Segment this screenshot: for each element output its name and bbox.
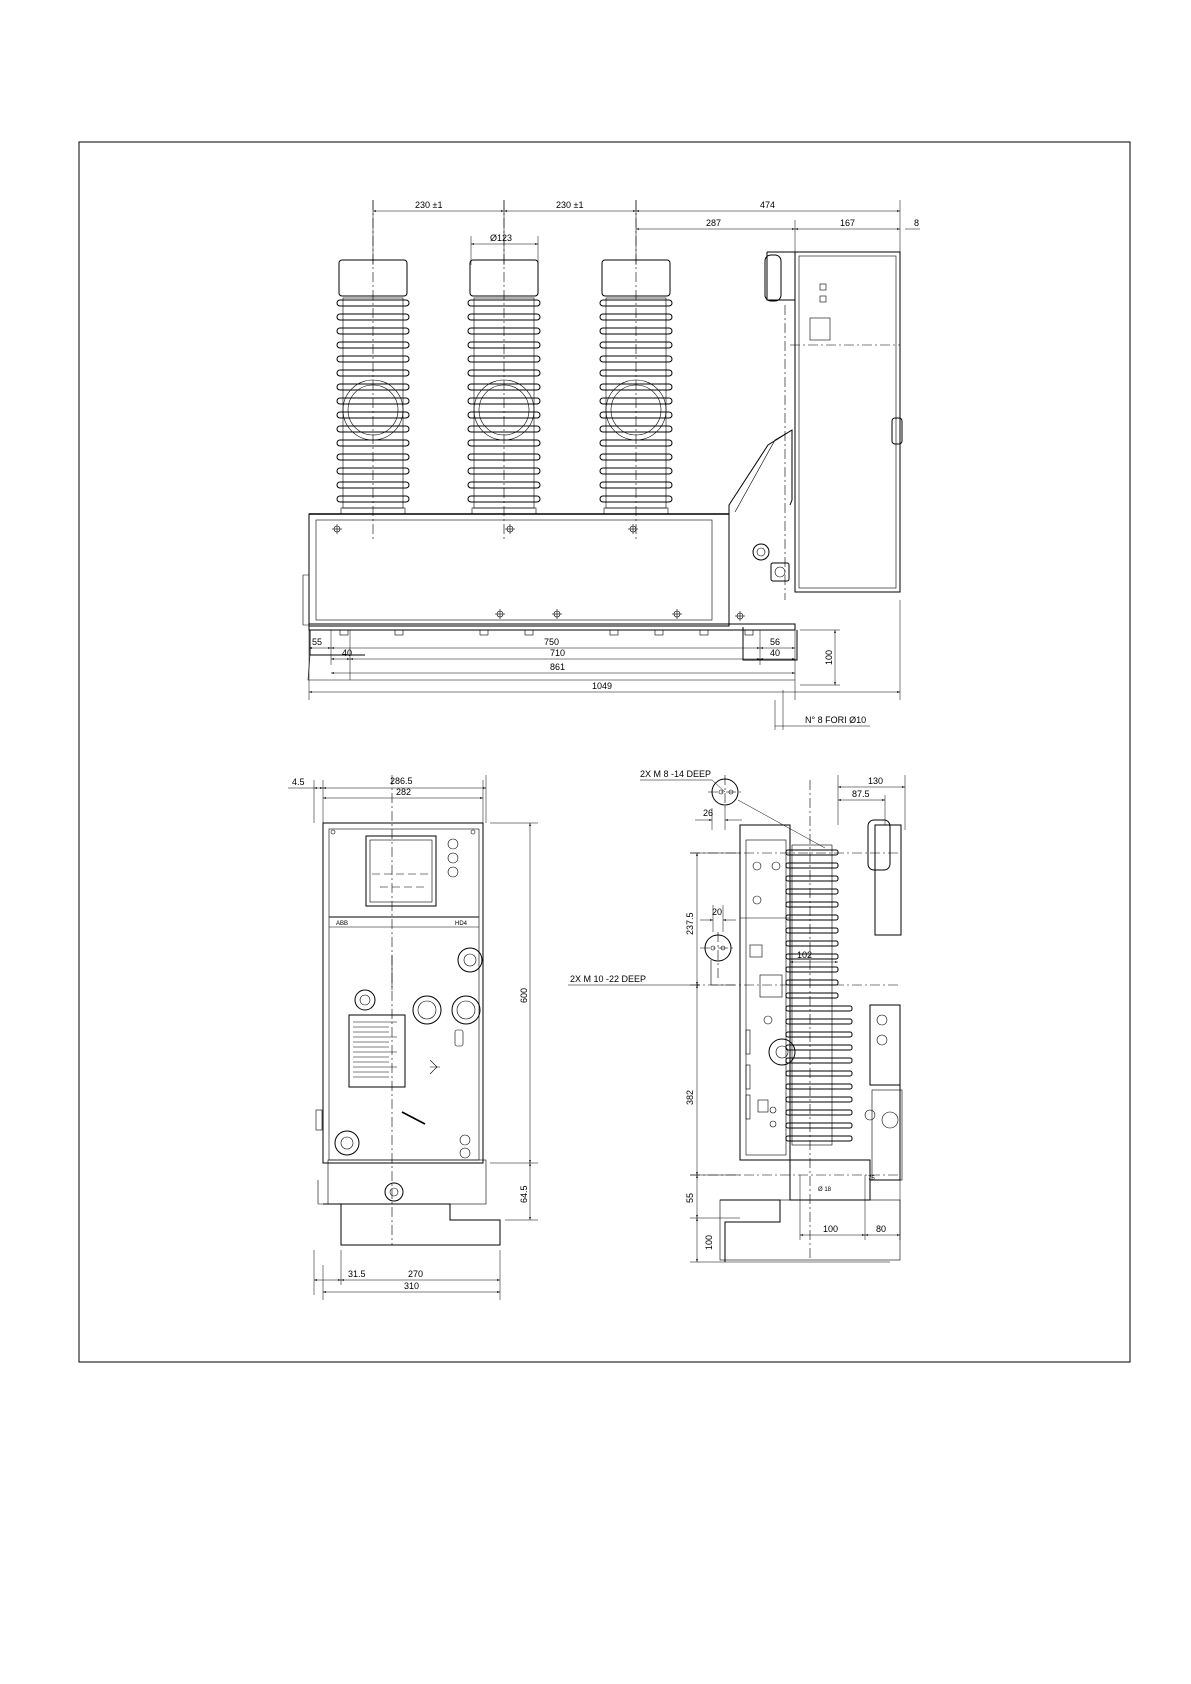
drawing-frame [79,142,1130,1362]
model-label: HD4 [455,921,468,927]
dim-130: 130 [868,776,884,786]
dim-270: 270 [408,1269,424,1279]
close-button [413,996,441,1024]
dim-100-side-horizontal: 100 [823,1224,839,1234]
dim-8: 8 [914,218,920,228]
side-pole-fin [786,1058,852,1063]
right-side-view [568,769,905,1262]
note-m8-thread: 2X M 8 -14 DEEP [640,769,712,779]
dim-40-left: 40 [342,648,353,658]
side-frame [740,825,790,1160]
dim-75: 75 [868,1176,875,1182]
side-pole-fin [786,1084,852,1089]
dim-750: 750 [544,637,560,647]
side-pole-fin [786,928,838,933]
base-housing [309,514,729,626]
side-pole-fin [786,850,838,855]
brand-logo: ABB [336,921,349,927]
dim-282: 282 [396,787,412,797]
side-pole-fin [786,1097,852,1102]
note-m10-thread: 2X M 10 -22 DEEP [570,974,647,984]
side-pole-fin [786,1032,852,1037]
base-rail [309,624,795,630]
side-pole-fin [786,863,838,868]
dim-80: 80 [876,1224,887,1234]
dim-1049: 1049 [592,681,613,691]
dim-237-5: 237.5 [685,912,695,935]
dim-40-right: 40 [770,648,781,658]
side-pole-fin [786,915,838,920]
side-pole-fin [786,980,838,985]
side-pole-fin [786,889,838,894]
dim-56: 56 [770,637,781,647]
dim-287: 287 [706,218,722,228]
dim-pitch-1: 230 ±1 [415,200,443,210]
dim-102: 102 [797,950,813,960]
dim-pole-diameter: Ø123 [490,233,513,243]
dim-861: 861 [550,662,566,672]
side-pole-fin [786,1045,852,1050]
dim-167: 167 [840,218,856,228]
charging-lever [458,948,482,972]
dim-286-5: 286.5 [390,776,413,786]
side-pole-fin [786,967,838,972]
dim-55: 55 [312,637,323,647]
side-pole-fin [786,1136,852,1141]
side-pole-fin [786,1071,852,1076]
operating-mechanism-support [729,430,792,514]
dim-310: 310 [404,1281,420,1291]
dim-55-side: 55 [685,1192,695,1203]
front-view [303,200,920,730]
side-mechanism [875,825,901,935]
note-fixing-holes: N° 8 FORI Ø10 [805,715,867,725]
mechanism-cabinet [795,252,900,592]
dim-4-5: 4.5 [292,777,305,787]
side-pole-fin [786,993,838,998]
dim-100-front: 100 [824,649,834,665]
side-pole-fin [786,941,838,946]
rating-plate [349,1015,405,1087]
dim-100-side-vertical: 100 [704,1234,714,1250]
left-side-view [288,775,538,1300]
indicator-window [366,836,436,906]
dim-382: 382 [685,1089,695,1105]
open-button [355,990,375,1010]
dim-26: 26 [703,808,714,818]
side-pole-fin [786,876,838,881]
side-pole-fin [786,902,838,907]
dim-pitch-2: 230 ±1 [556,200,584,210]
dim-31-5: 31.5 [348,1269,366,1279]
dim-diameter-18: Ø 18 [818,1187,832,1193]
dim-710: 710 [550,648,566,658]
side-pole-fin [786,1110,852,1115]
dim-87-5: 87.5 [852,789,870,799]
side-pole-fin [786,1123,852,1128]
side-pole-fin [786,1006,852,1011]
side-pole-fin [786,1019,852,1024]
dim-474: 474 [760,200,776,210]
dim-64-5: 64.5 [519,1185,529,1203]
dim-600: 600 [519,987,529,1003]
dim-20: 20 [712,907,723,917]
